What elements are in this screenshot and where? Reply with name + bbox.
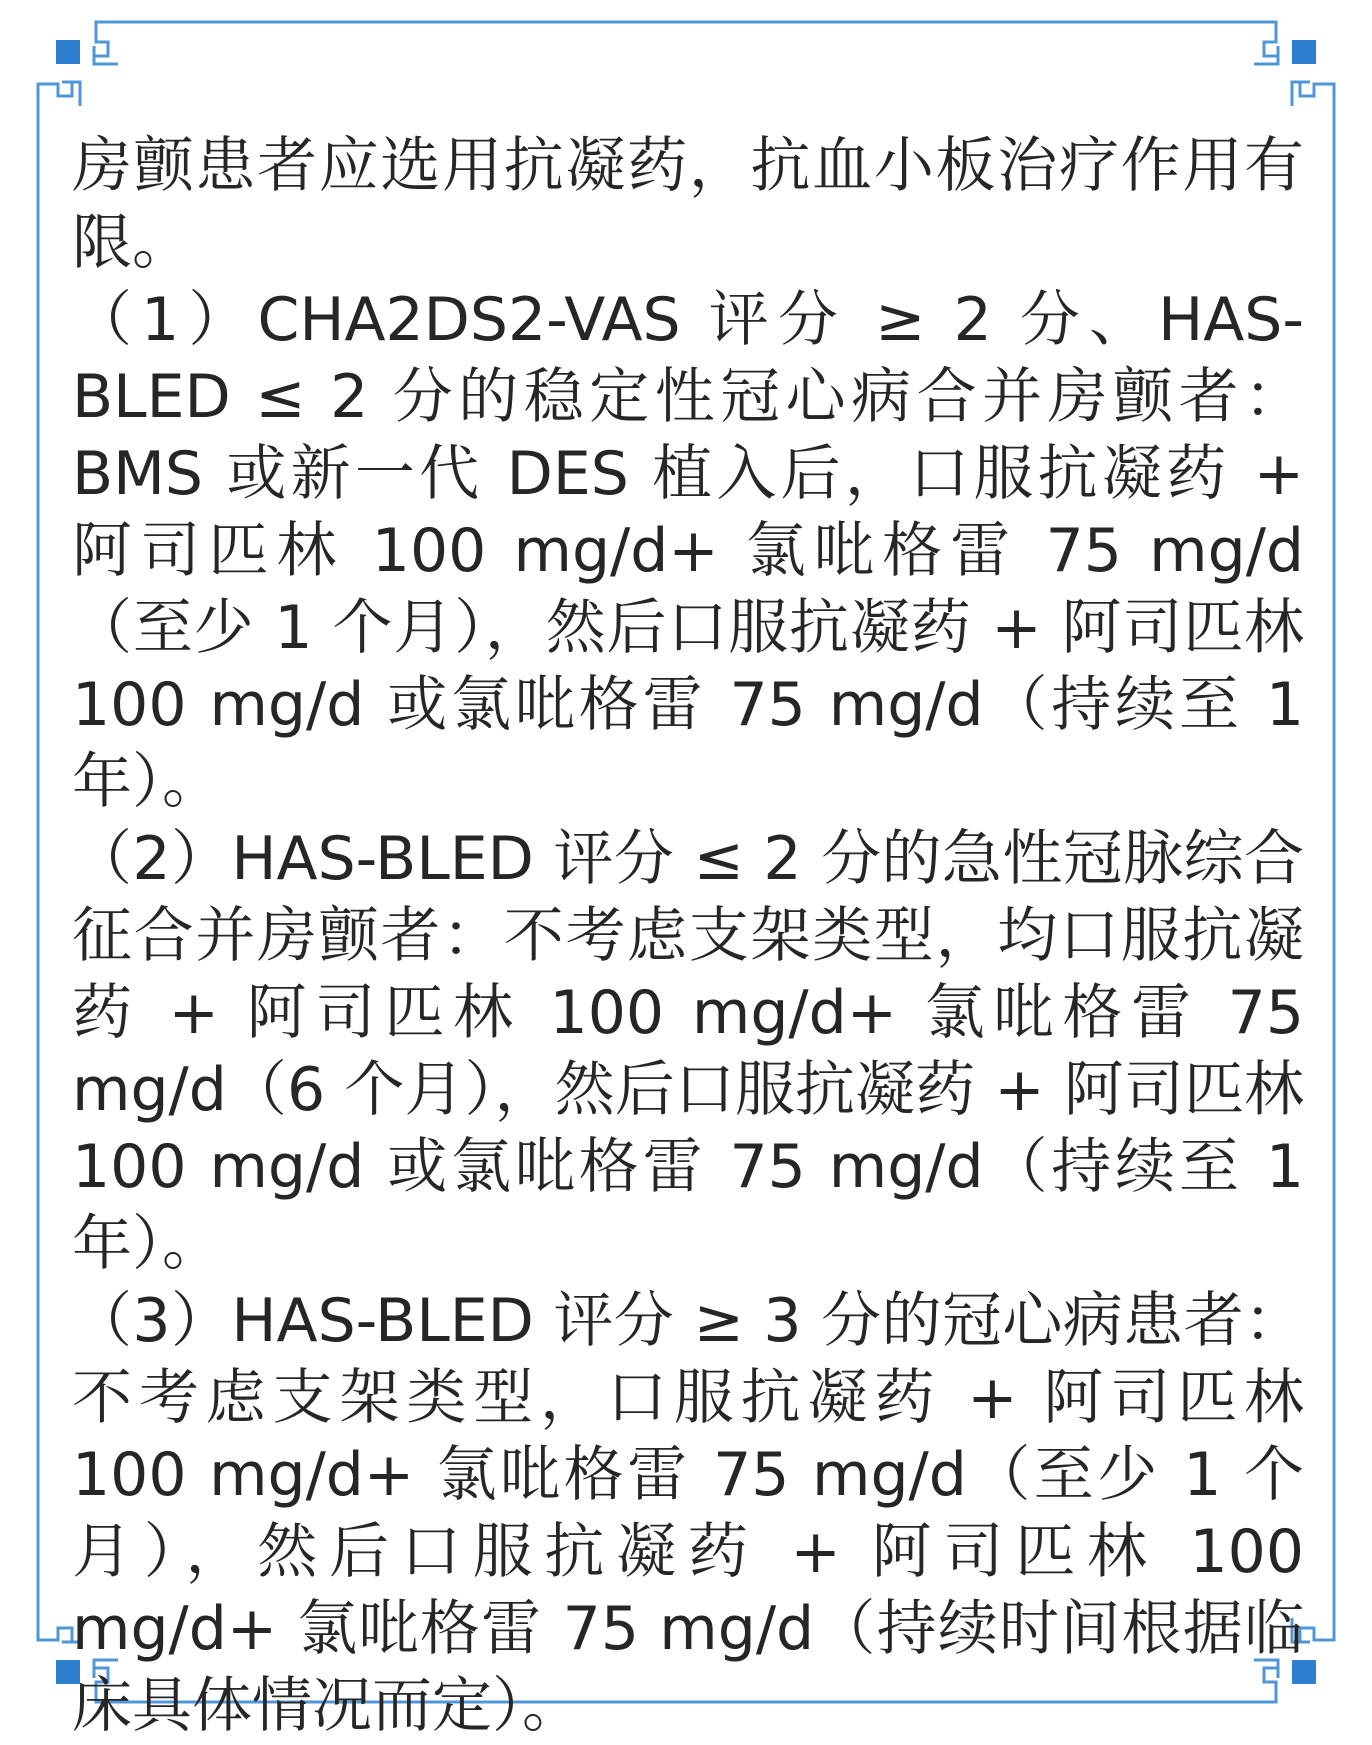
- item-2-paragraph: （2）HAS-BLED 评分 ≤ 2 分的急性冠脉综合征合并房颤者：不考虑支架类型，均口服抗凝药 + 阿司匹林 100 mg/d+ 氯吡格雷 75 mg/d（6 个月），然后口服抗凝药 + 阿司匹林 100 mg/d 或氯吡格雷 75 mg/d（持续至 1 年）。: [72, 824, 1304, 1279]
- corner-square-top-left: [56, 40, 80, 64]
- corner-ornament-top-left: [38, 22, 120, 108]
- corner-square-top-right: [1292, 40, 1316, 64]
- corner-ornament-top-right: [1252, 22, 1334, 108]
- item-1-paragraph: （1）CHA2DS2-VAS 评分 ≥ 2 分、HAS-BLED ≤ 2 分的稳定性冠心病合并房颤者：BMS 或新一代 DES 植入后，口服抗凝药 + 阿司匹林 100 mg/d+ 氯吡格雷 75 mg/d（至少 1 个月），然后口服抗凝药 + 阿司匹林 100 mg/d 或氯吡格雷 75 mg/d（持续至 1 年）。: [72, 285, 1304, 817]
- document-body: [72, 128, 1304, 1745]
- item-3-paragraph: （3）HAS-BLED 评分 ≥ 3 分的冠心病患者：不考虑支架类型，口服抗凝药 + 阿司匹林 100 mg/d+ 氯吡格雷 75 mg/d（至少 1 个月），然后口服抗凝药 + 阿司匹林 100 mg/d+ 氯吡格雷 75 mg/d（持续时间根据临床具体情况而定）。: [72, 1286, 1304, 1741]
- intro-paragraph: 房颤患者应选用抗凝药，抗血小板治疗作用有限。: [72, 131, 1304, 278]
